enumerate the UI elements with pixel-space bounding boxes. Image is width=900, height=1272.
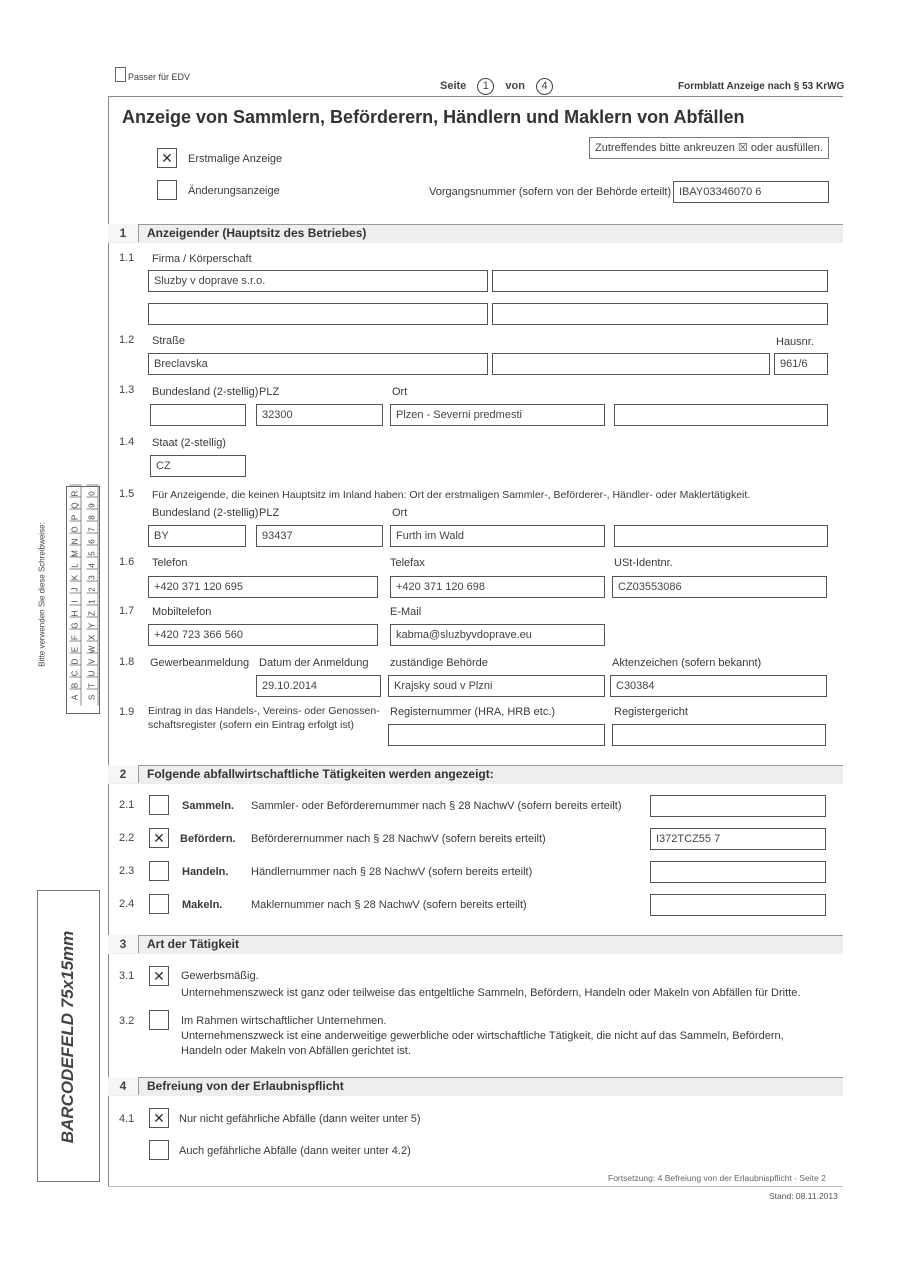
collect-number-field[interactable] — [650, 795, 826, 817]
registration-date-label: Datum der Anmeldung — [259, 657, 369, 669]
activity-city-field-2[interactable] — [614, 525, 828, 547]
plz-field[interactable]: 32300 — [256, 404, 383, 426]
plz-label: PLZ — [259, 386, 280, 398]
section-3-number: 3 — [108, 935, 139, 953]
city-label: Ort — [392, 386, 408, 398]
transport-checkbox[interactable]: ✕ — [149, 828, 169, 848]
row-number: 1.5 — [119, 488, 135, 500]
city-field-2[interactable] — [614, 404, 828, 426]
first-notice-checkbox[interactable]: ✕ — [157, 148, 177, 168]
state-label-2: Bundesland (2-stellig) — [152, 507, 259, 519]
row-number: 1.8 — [119, 656, 135, 668]
business-description-2: Handeln oder Makeln von Abfällen gerichtet ist. — [181, 1045, 411, 1057]
page-total: 4 — [536, 78, 553, 95]
file-reference-label: Aktenzeichen (sofern bekannt) — [612, 657, 762, 669]
form-frame-left — [108, 96, 109, 1186]
register-number-field[interactable] — [388, 724, 605, 746]
instruction-box: Zutreffendes bitte ankreuzen ☒ oder ausfüllen. — [589, 137, 829, 159]
sample-letter: B — [70, 677, 82, 694]
section-4-number: 4 — [108, 1077, 139, 1095]
vat-label: USt-Identnr. — [614, 557, 673, 569]
non-hazardous-label: Nur nicht gefährliche Abfälle (dann weiter unter 5) — [179, 1113, 421, 1125]
authority-field[interactable]: Krajsky soud v Plzni — [388, 675, 605, 697]
continuation-note: Fortsetzung: 4 Befreiung von der Erlaubnispflicht - Seite 2 — [608, 1173, 826, 1183]
broker-number-field[interactable] — [650, 894, 826, 916]
sample-letter: U — [87, 665, 99, 682]
foreign-note: Für Anzeigende, die keinen Hauptsitz im Inland haben: Ort der erstmaligen Sammler-, Beförderer-, Händler- oder Maklertätigkeit. — [152, 489, 751, 501]
register-entry-text-2: schaftsregister (sofern ein Eintrag erfolgt ist) — [148, 719, 355, 731]
sample-letter: F — [70, 629, 82, 646]
authority-label: zuständige Behörde — [390, 657, 488, 669]
transport-label: Befördern. — [180, 833, 236, 845]
sample-letter: Y — [87, 617, 99, 634]
sample-letter: K — [70, 569, 82, 586]
hazardous-label: Auch gefährliche Abfälle (dann weiter unter 4.2) — [179, 1145, 411, 1157]
email-field[interactable]: kabma@sluzbyvdoprave.eu — [390, 624, 605, 646]
registration-date-field[interactable]: 29.10.2014 — [256, 675, 381, 697]
state-label: Bundesland (2-stellig) — [152, 386, 259, 398]
form-version: Stand: 08.11.2013 — [769, 1191, 838, 1201]
street-label: Straße — [152, 335, 186, 347]
sample-letter: 2 — [87, 581, 99, 598]
sample-letter: 3 — [87, 569, 99, 586]
company-field-2[interactable] — [492, 270, 828, 292]
plz-label-2: PLZ — [259, 507, 280, 519]
house-number-label: Hausnr. — [776, 336, 814, 348]
row-number: 1.7 — [119, 605, 135, 617]
business-checkbox[interactable] — [149, 1010, 169, 1030]
broker-description: Maklernummer nach § 28 NachwV (sofern bereits erteilt) — [251, 899, 527, 911]
row-number: 1.6 — [119, 556, 135, 568]
row-number: 3.2 — [119, 1015, 135, 1027]
company-field-1[interactable]: Sluzby v doprave s.r.o. — [148, 270, 488, 292]
trade-registration-label: Gewerbeanmeldung — [150, 657, 250, 669]
footer-divider — [108, 1186, 843, 1187]
trade-checkbox[interactable] — [149, 861, 169, 881]
sample-letter: N — [70, 533, 82, 550]
row-number: 3.1 — [119, 970, 135, 982]
register-number-label: Registernummer (HRA, HRB etc.) — [390, 706, 556, 718]
page-current: 1 — [477, 78, 494, 95]
row-number: 2.3 — [119, 865, 135, 877]
sample-letter: 0 — [87, 485, 99, 502]
first-notice-label: Erstmalige Anzeige — [188, 153, 283, 165]
sample-letter: L — [70, 557, 82, 574]
page-middle: von — [505, 80, 525, 92]
row-number: 4.1 — [119, 1113, 135, 1125]
change-notice-label: Änderungsanzeige — [188, 185, 280, 197]
phone-field[interactable]: +420 371 120 695 — [148, 576, 378, 598]
sample-letter: V — [87, 653, 99, 670]
transport-description: Beförderernummer nach § 28 NachwV (sofern bereits erteilt) — [251, 833, 546, 845]
sample-letter: C — [70, 665, 82, 682]
sample-letter: G — [70, 617, 82, 634]
street-field[interactable]: Breclavska — [148, 353, 488, 375]
sample-letter: P — [70, 509, 82, 526]
sample-letter: E — [70, 641, 82, 658]
row-number: 2.2 — [119, 832, 135, 844]
sample-letter: X — [87, 629, 99, 646]
company-label: Firma / Körperschaft — [152, 253, 252, 265]
section-4-title: Befreiung von der Erlaubnispflicht — [147, 1079, 344, 1093]
case-number-label: Vorgangsnummer (sofern von der Behörde erteilt) — [429, 186, 672, 198]
trade-description: Händlernummer nach § 28 NachwV (sofern bereits erteilt) — [251, 866, 533, 878]
form-frame-top — [108, 96, 843, 97]
sample-letter: 1 — [87, 593, 99, 610]
sample-letter: H — [70, 605, 82, 622]
sample-letter: 6 — [87, 533, 99, 550]
collect-checkbox[interactable] — [149, 795, 169, 815]
sample-letter: R — [70, 485, 82, 502]
sample-letter: Z — [87, 605, 99, 622]
business-description-1: Unternehmenszweck ist eine anderweitige gewerbliche oder wirtschaftliche Tätigkeit, die nicht auf das Sammeln, Befördern, — [181, 1030, 784, 1042]
trade-number-field[interactable] — [650, 861, 826, 883]
row-number: 1.3 — [119, 384, 135, 396]
register-court-field[interactable] — [612, 724, 826, 746]
collect-label: Sammeln. — [182, 800, 234, 812]
section-2-title: Folgende abfallwirtschaftliche Tätigkeiten werden angezeigt: — [147, 767, 494, 781]
country-label: Staat (2-stellig) — [152, 437, 226, 449]
sample-letter: Q — [70, 497, 82, 514]
page-prefix: Seite — [440, 80, 467, 92]
city-label-2: Ort — [392, 507, 408, 519]
form-title: Anzeige von Sammlern, Beförderern, Händlern und Maklern von Abfällen — [122, 107, 745, 127]
section-2-number: 2 — [108, 765, 139, 783]
register-entry-text-1: Eintrag in das Handels-, Vereins- oder Genossen- — [148, 705, 380, 717]
page-indicator — [440, 78, 553, 95]
section-1-title: Anzeigender (Hauptsitz des Betriebes) — [147, 226, 367, 240]
form-reference: Formblatt Anzeige nach § 53 KrWG — [678, 81, 845, 92]
row-number: 1.4 — [119, 436, 135, 448]
sample-letter: 4 — [87, 557, 99, 574]
commercial-checkbox[interactable]: ✕ — [149, 966, 169, 986]
sample-letter: 9 — [87, 497, 99, 514]
change-notice-checkbox[interactable] — [157, 180, 177, 200]
trade-label: Handeln. — [182, 866, 229, 878]
state-field[interactable] — [150, 404, 246, 426]
country-field[interactable]: CZ — [150, 455, 246, 477]
email-label: E-Mail — [390, 606, 422, 618]
section-3-title: Art der Tätigkeit — [147, 937, 240, 951]
phone-label: Telefon — [152, 557, 188, 569]
edv-checkbox[interactable] — [115, 67, 126, 82]
fax-field[interactable]: +420 371 120 698 — [390, 576, 605, 598]
street-field-2[interactable] — [492, 353, 770, 375]
fax-label: Telefax — [390, 557, 425, 569]
file-reference-field[interactable]: C30384 — [610, 675, 827, 697]
row-number: 2.4 — [119, 898, 135, 910]
sample-letter: T — [87, 677, 99, 694]
sample-letter: W — [87, 641, 99, 658]
non-hazardous-checkbox[interactable]: ✕ — [149, 1108, 169, 1128]
city-field[interactable]: Plzen - Severni predmesti — [390, 404, 605, 426]
sample-letter: D — [70, 653, 82, 670]
sample-letter: O — [70, 521, 82, 538]
sample-letter: I — [70, 593, 82, 610]
house-number-field[interactable]: 961/6 — [774, 353, 828, 375]
sample-letter: 5 — [87, 545, 99, 562]
row-number: 1.9 — [119, 706, 135, 718]
sample-letter: A — [70, 689, 82, 706]
broker-checkbox[interactable] — [149, 894, 169, 914]
commercial-description: Unternehmenszweck ist ganz oder teilweise das entgeltliche Sammeln, Befördern, Handeln oder Makeln von Abfällen für Dritte. — [181, 987, 801, 999]
sample-letter: 7 — [87, 521, 99, 538]
business-label: Im Rahmen wirtschaftlicher Unternehmen. — [181, 1015, 387, 1027]
row-number: 2.1 — [119, 799, 135, 811]
broker-label: Makeln. — [182, 899, 223, 911]
sample-letter: 8 — [87, 509, 99, 526]
activity-plz-field[interactable]: 93437 — [256, 525, 383, 547]
hazardous-checkbox[interactable] — [149, 1140, 169, 1160]
sample-letter: J — [70, 581, 82, 598]
register-court-label: Registergericht — [614, 706, 688, 718]
barcode-label: BARCODEFELD 75x15mm — [58, 930, 77, 1144]
sample-letter: S — [87, 689, 99, 706]
company-field-4[interactable] — [492, 303, 828, 325]
sample-letter: M — [70, 545, 82, 562]
activity-state-field[interactable]: BY — [148, 525, 246, 547]
writing-sample-grid — [66, 486, 100, 714]
collect-description: Sammler- oder Beförderernummer nach § 28 NachwV (sofern bereits erteilt) — [251, 800, 622, 812]
commercial-label: Gewerbsmäßig. — [181, 970, 259, 982]
row-number: 1.2 — [119, 334, 135, 346]
writing-hint: Bitte verwenden Sie diese Schreibweise: — [37, 522, 47, 667]
activity-city-field[interactable]: Furth im Wald — [390, 525, 605, 547]
mobile-label: Mobiltelefon — [152, 606, 212, 618]
case-number-field[interactable]: IBAY03346070 6 — [673, 181, 829, 203]
row-number: 1.1 — [119, 252, 135, 264]
transport-number-field[interactable]: I372TCZ55 7 — [650, 828, 826, 850]
vat-field[interactable]: CZ03553086 — [612, 576, 827, 598]
passer-label: Passer für EDV — [128, 72, 191, 82]
mobile-field[interactable]: +420 723 366 560 — [148, 624, 378, 646]
section-1-number: 1 — [108, 224, 139, 242]
company-field-3[interactable] — [148, 303, 488, 325]
